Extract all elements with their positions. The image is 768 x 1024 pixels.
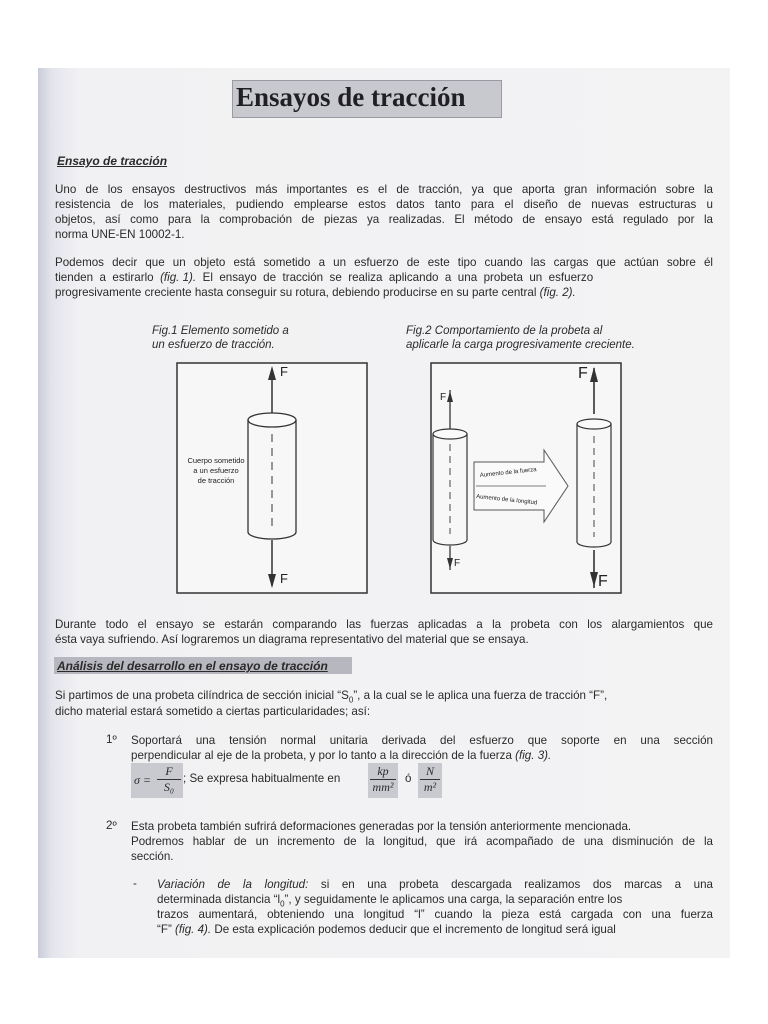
fig2-label-small-bottom: F — [454, 558, 461, 569]
para2-line3: progresivamente creciente hasta conseguir su rotura, debiendo producirse en su parte central (fig. 2). — [55, 286, 576, 299]
sub1-line3: trazos aumentará, obteniendo una longitud “l” cuando la pieza está cargada con una fuerza — [157, 908, 713, 921]
fig2-label-big-top: F — [578, 365, 588, 382]
section-heading-analisis: Análisis del desarrollo en el ensayo de tracción — [57, 659, 328, 673]
para2-line2: tienden a estirarlo (fig. 1). El ensayo de tracción se realiza aplicando a una probeta un esfuerzo — [55, 271, 594, 284]
sub1-dash: - — [133, 877, 137, 890]
fig2-diagram — [430, 362, 622, 594]
section-heading-ensayo: Ensayo de tracción — [57, 154, 168, 168]
formula-unit2: $\frac{N}{\text{m²}}$ — [420, 764, 440, 795]
formula-fraction: $\frac{F}{\text{S₀}}$ — [157, 764, 181, 795]
fig1-caption: Fig.1 Elemento sometido a un esfuerzo de tracción. — [152, 325, 289, 351]
item2-number: 2º — [106, 819, 117, 832]
formula-text: ; Se expresa habitualmente en — [183, 772, 341, 785]
fig1-body-label-1: Cuerpo sometido — [187, 456, 245, 465]
item1-line1: Soportará una tensión normal unitaria derivada del esfuerzo que soporte en una sección — [131, 734, 713, 747]
fig1-label-top: F — [280, 364, 288, 379]
page-title: Ensayos de tracción — [236, 82, 466, 112]
section2-intro-line1: Si partimos de una probeta cilíndrica de sección inicial “$S_0$”, a la cual se le aplica una fuerza de tracción “F”, — [55, 689, 608, 705]
formula-unit1: $\frac{kp}{\text{mm²}}$ — [370, 764, 396, 795]
fig2-caption: Fig.2 Comportamiento de la probeta al aplicarle la carga progresivamente creciente. — [406, 325, 635, 351]
para2-line1: Podemos decir que un objeto está sometido a un esfuerzo de este tipo cuando las cargas que actúan sobre él — [55, 256, 713, 269]
sub1-line2: determinada distancia “$l_0$”, y seguidamente le aplicamos una carga, la separación entre los — [157, 893, 623, 909]
fig2-arrow-label-1: Aumento de la fuerza — [479, 467, 537, 479]
formula-sigma: σ = — [134, 773, 152, 787]
sub1-line4: “F” (fig. 4). De esta explicación podemos deducir que el incremento de longitud será igual — [157, 923, 616, 936]
item2-line2: Podremos hablar de un incremento de la longitud, que irá acompañado de una disminución de la — [131, 835, 713, 848]
fig1-diagram — [176, 362, 368, 594]
para1-line1: Uno de los ensayos destructivos más importantes es el de tracción, ya que aporta gran información sobre la — [55, 183, 713, 196]
formula-sigma-box — [131, 763, 183, 798]
formula-unit2-box — [418, 763, 442, 798]
formula-unit1-box — [368, 763, 398, 798]
fig2-label-big-bottom: F — [598, 573, 608, 590]
fig1-body-label-2: a un esfuerzo — [193, 466, 239, 475]
fig2-label-small-top: F — [440, 392, 447, 403]
sub1-line1: Variación de la longitud: si en una probeta descargada realizamos dos marcas a una — [157, 878, 713, 891]
item2-line3: sección. — [131, 850, 174, 863]
section2-intro-line2: dicho material estará sometido a ciertas particularidades; así: — [55, 705, 371, 718]
para3-line2: ésta vaya sufriendo. Así lograremos un diagrama representativo del material que se ensaya. — [55, 633, 529, 646]
formula-or: ó — [405, 772, 412, 785]
para1-line3: objetos, así como para la comprobación de piezas ya realizadas. El método de ensayo está regulado por la — [55, 213, 713, 226]
fig2-arrow-label-2: Aumento de la longitud — [475, 494, 538, 507]
para1-line4: norma UNE-EN 10002-1. — [55, 228, 185, 241]
item1-line2: perpendicular al eje de la probeta, y por lo tanto a la dirección de la fuerza (fig. 3). — [131, 749, 552, 762]
item1-number: 1º — [106, 733, 117, 746]
item2-line1: Esta probeta también sufrirá deformaciones generadas por la tensión anteriormente mencionada. — [131, 820, 632, 833]
fig1-label-bottom: F — [280, 571, 288, 586]
fig1-body-label-3: de tracción — [197, 476, 235, 485]
para1-line2: resistencia de los materiales, pudiendo emplearse estos datos tanto para el diseño de nuevas estructuras u — [55, 198, 713, 211]
para3-line1: Durante todo el ensayo se estarán comparando las fuerzas aplicadas a la probeta con los alargamientos que — [55, 618, 713, 631]
